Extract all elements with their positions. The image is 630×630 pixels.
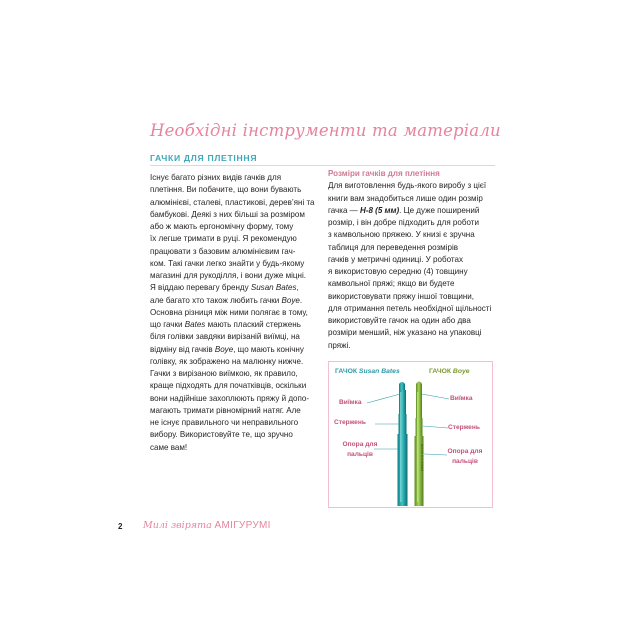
text-segment: що гачки <box>150 320 185 329</box>
text-segment: книги вам знадобиться лише один розмір <box>328 193 483 203</box>
right-column <box>328 168 491 352</box>
text-segment: мають плаский стержень <box>205 320 301 329</box>
text-line <box>150 319 315 331</box>
text-line <box>150 429 315 441</box>
text-line <box>328 242 491 254</box>
text-segment: , <box>296 283 299 293</box>
text-segment: Для виготовлення будь-якого виробу з цієї <box>328 181 487 191</box>
text-segment: їх легше тримати в руці. Я рекомендую <box>150 234 297 244</box>
text-segment: працювати з базовим алюмінієвим гач- <box>150 246 296 256</box>
label-left-grip: Опора для пальців <box>342 441 378 458</box>
text-segment: Я віддаю перевагу бренду <box>150 283 251 293</box>
text-segment: . <box>299 295 303 305</box>
text-line <box>328 327 491 339</box>
text-segment: саме вам! <box>150 442 188 452</box>
footer-title-italic: Милі звірята <box>143 520 212 531</box>
text-line <box>150 344 315 356</box>
label-left-shaft: Стержень <box>334 419 366 426</box>
text-line <box>328 180 491 192</box>
text-line <box>328 229 491 241</box>
text-line <box>150 442 315 454</box>
text-segment: для отримання петель необхідної щільності <box>328 303 492 313</box>
text-segment: алюмінієві, сталеві, пластикові, дерев’яні та <box>150 197 315 207</box>
running-footer <box>143 520 271 531</box>
hooks-figure <box>328 361 493 508</box>
text-segment: розміри менший, ніж указано на упаковці <box>328 328 482 338</box>
text-line <box>328 303 491 315</box>
text-line <box>150 258 315 270</box>
text-segment: з камвольною пряжею. У книзі є зручна <box>328 230 475 240</box>
text-segment: або ж мають ергономічну форму, тому <box>150 222 294 231</box>
text-segment: Існує багато різних видів гачків для <box>150 173 282 182</box>
text-segment: , що мають конічну <box>233 344 304 354</box>
text-segment: вони надійніше захоплюють пряжу й допо- <box>150 393 310 403</box>
text-line <box>150 405 315 417</box>
boye-hook-icon <box>415 382 425 507</box>
text-line <box>328 291 491 303</box>
footer-title-upper: АМІГУРУМІ <box>214 520 271 531</box>
text-line <box>150 380 315 392</box>
caption-susan-bates: ГАЧОК Susan Bates <box>335 368 400 375</box>
text-segment: краще підходять для початківців, оскільки <box>150 381 307 391</box>
text-segment: Основна різниця між ними полягає в тому, <box>150 307 308 317</box>
text-line <box>150 184 315 196</box>
text-line <box>150 282 315 294</box>
text-segment: гачків у метричні одиниці. У роботах <box>328 254 463 264</box>
page-number: 2 <box>118 522 123 531</box>
text-segment: Susan Bates <box>250 283 297 293</box>
text-segment: Boye <box>281 295 300 305</box>
text-line <box>150 209 315 221</box>
text-segment: використовувати пряжу іншої товщини, <box>328 291 475 301</box>
text-segment: плетіння. Ви побачите, що вони бувають <box>150 185 302 195</box>
text-line <box>328 193 491 205</box>
text-line <box>150 270 315 282</box>
text-line <box>328 205 491 217</box>
text-line <box>328 340 491 352</box>
text-segment: . Це дуже поширений <box>399 205 480 215</box>
text-segment: вибору. Використовуйте те, що зручно <box>150 430 293 440</box>
text-line <box>328 254 491 266</box>
text-segment: магають тримати рівномірний натяг. Але <box>150 405 301 415</box>
label-right-grip: Опора для пальців <box>447 448 483 465</box>
text-segment: не існує правильного чи неправильного <box>150 418 299 427</box>
hooks-illustration <box>329 362 492 507</box>
text-segment: використовуйте гачок на один або два <box>328 316 471 325</box>
text-line <box>150 172 315 184</box>
text-segment: бамбукові. Деякі з них більші за розміром <box>150 209 305 219</box>
text-line <box>150 307 315 319</box>
text-segment: таблиця для переведення розмірів <box>328 242 459 252</box>
text-segment: пряжі. <box>328 340 351 350</box>
text-line <box>150 417 315 429</box>
text-line <box>328 266 491 278</box>
text-segment: але багато хто також любить гачки <box>150 295 282 305</box>
text-line <box>150 197 315 209</box>
text-segment: розмір, і він добре підходить для роботи <box>328 218 479 227</box>
text-line <box>150 221 315 233</box>
text-segment: магазині для рукоділля, і вони дуже міцні. <box>150 271 306 280</box>
text-segment: біля голівки завдяки вирізаній виїмці, на <box>150 332 300 342</box>
text-line <box>150 295 315 307</box>
left-column-text <box>150 172 315 454</box>
susan-bates-hook-icon <box>398 382 408 506</box>
text-segment: Bates <box>184 320 206 329</box>
caption-boye: ГАЧОК Boye <box>429 368 470 375</box>
label-left-notch: Виїмка <box>339 399 362 406</box>
text-segment: голівку, як зображено на малюнку нижче. <box>150 356 304 366</box>
divider <box>150 165 495 166</box>
text-segment: камвольної пряжі; якщо ви будете <box>328 279 455 289</box>
page-title: Необхідні інструменти та матеріали <box>150 121 501 140</box>
text-line <box>150 233 315 245</box>
text-segment: ком. Такі гачки легко знайти у будь-якому <box>150 258 305 268</box>
section-title-hook-sizes: Розміри гачків для плетіння <box>328 169 440 178</box>
label-right-shaft: Стержень <box>448 424 480 431</box>
text-line <box>150 356 315 368</box>
text-segment: я використовую середню (4) товщину <box>328 267 468 276</box>
text-segment: Гачки з вирізаною виїмкою, як правило, <box>150 369 298 378</box>
text-segment: відміну від гачків <box>150 344 215 354</box>
text-line <box>150 246 315 258</box>
text-line <box>150 393 315 405</box>
section-title-crochet-hooks: ГАЧКИ ДЛЯ ПЛЕТІННЯ <box>150 153 258 163</box>
text-line <box>328 278 491 290</box>
hook-engraving: BOYE 8-5.00MM <box>420 444 424 472</box>
label-right-notch: Виїмка <box>450 395 473 402</box>
text-segment: гачка — <box>328 205 360 215</box>
text-line <box>328 315 491 327</box>
text-line <box>150 331 315 343</box>
text-line <box>150 368 315 380</box>
text-segment: Boye <box>214 344 234 354</box>
right-column-text <box>328 180 491 352</box>
text-segment: H-8 (5 мм) <box>359 205 400 215</box>
text-line <box>328 217 491 229</box>
